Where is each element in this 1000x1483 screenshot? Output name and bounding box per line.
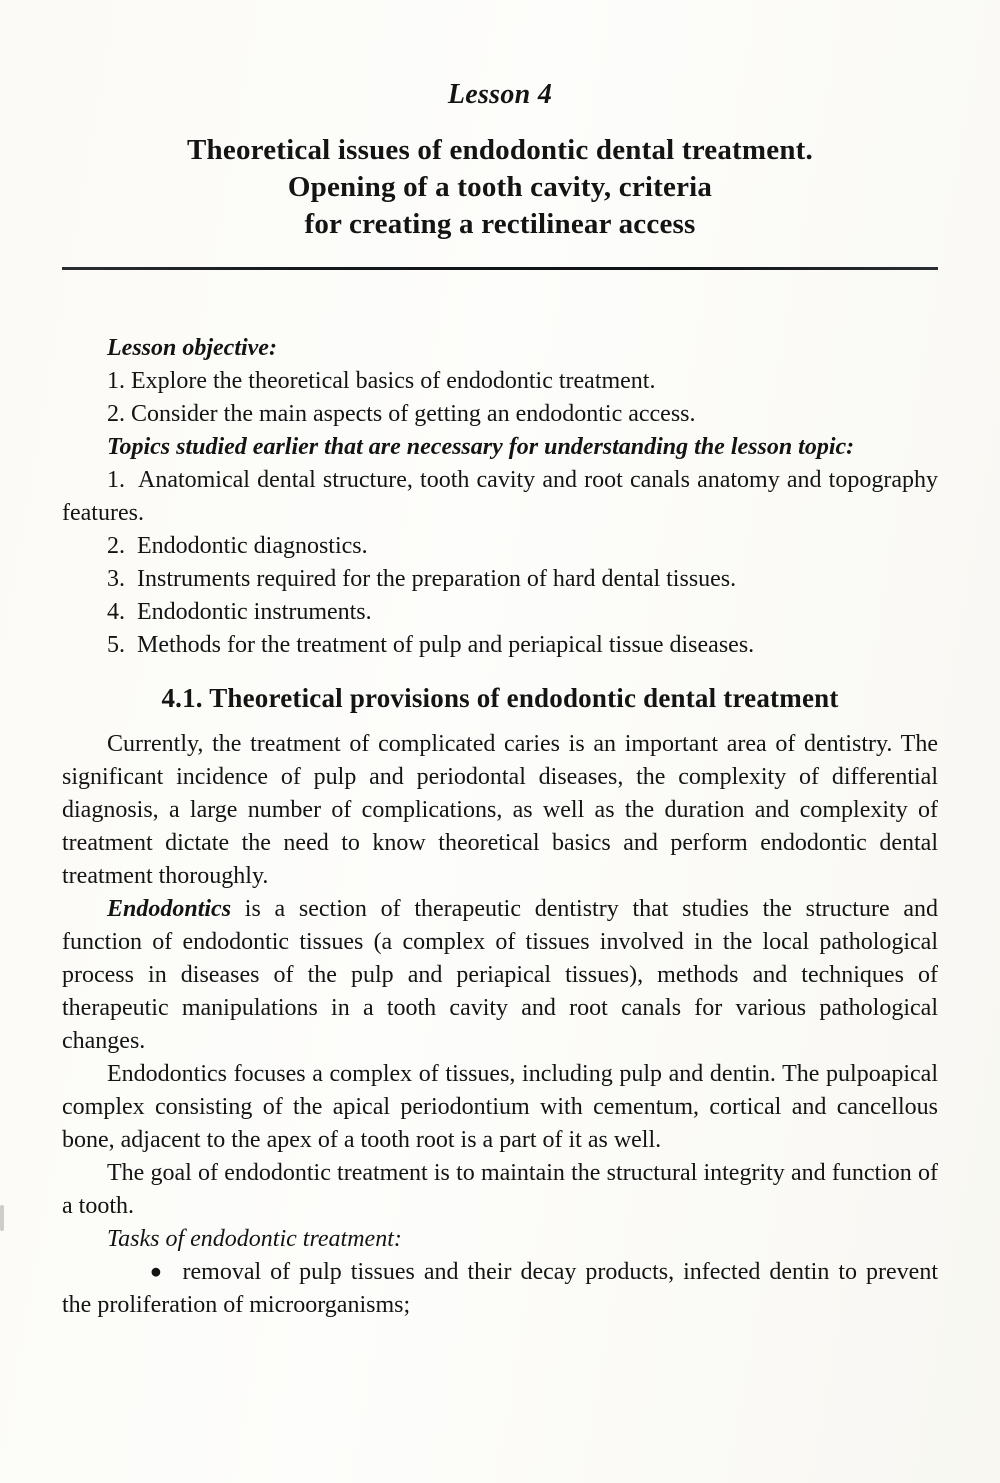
paragraph-endodontics-focus: Endodontics focuses a complex of tissues, including pulp and dentin. The pulpoapical complex consisting of the apical periodontium with cementum, cortical and cancellous bone, adjacent to the apex of a tooth root is a part of it as well. xyxy=(62,1061,938,1153)
paragraph-currently: Currently, the treatment of complicated caries is an important area of dentistry. The significant incidence of pulp and periodontal diseases, the complexity of differential diagnosis, a large number of complications, as well as the duration and complexity of treatment dictate the need to know theoretical basics and perform endodontic dental treatment thoroughly. xyxy=(62,731,938,889)
paragraph-endodontics-definition xyxy=(62,893,938,1058)
page-body xyxy=(62,332,938,1322)
tasks-heading: Tasks of endodontic treatment: xyxy=(107,1226,402,1252)
chapter-title xyxy=(62,132,938,243)
objective-item-2: 2. Consider the main aspects of getting an endodontic access. xyxy=(107,401,696,427)
task-bullet-item-1 xyxy=(62,1256,938,1322)
topic-item-1: 1. Anatomical dental structure, tooth cavity and root canals anatomy and topography features. xyxy=(62,467,938,526)
objective-item-1: 1. Explore the theoretical basics of endodontic treatment. xyxy=(107,368,656,394)
lesson-objective-heading: Lesson objective: xyxy=(107,335,277,361)
topic-item-5: 5. Methods for the treatment of pulp and periapical tissue diseases. xyxy=(107,632,755,658)
title-divider-rule xyxy=(62,267,938,270)
chapter-title-line-1: Theoretical issues of endodontic dental treatment. xyxy=(187,134,813,166)
paragraph-treatment-goal: The goal of endodontic treatment is to maintain the structural integrity and function of a tooth. xyxy=(62,1160,938,1219)
endodontics-term: Endodontics xyxy=(107,896,232,922)
section-heading-4-1: 4.1. Theoretical provisions of endodontic dental treatment xyxy=(161,683,839,713)
scan-artifact xyxy=(0,1205,4,1231)
endodontics-definition-text: is a section of therapeutic dentistry that studies the structure and function of endodontic tissues (a complex of tissues involved in the local pathological process in diseases of the pulp and periapical tissues), methods and techniques of therapeutic manipulations in a tooth cavity and root canals for various pathological changes. xyxy=(62,896,938,1054)
topic-item-4: 4. Endodontic instruments. xyxy=(107,599,372,625)
chapter-title-line-3: for creating a rectilinear access xyxy=(304,208,696,240)
task-bullet-text: removal of pulp tissues and their decay products, infected dentin to prevent the proliferation of microorganisms; xyxy=(62,1259,938,1318)
bullet-icon: ● xyxy=(149,1261,163,1284)
lesson-number-heading: Lesson 4 xyxy=(447,79,553,110)
topic-item-2: 2. Endodontic diagnostics. xyxy=(107,533,368,559)
topic-item-3: 3. Instruments required for the preparation of hard dental tissues. xyxy=(107,566,737,592)
topics-heading: Topics studied earlier that are necessary for understanding the lesson topic: xyxy=(107,434,855,460)
chapter-title-line-2: Opening of a tooth cavity, criteria xyxy=(287,171,713,203)
